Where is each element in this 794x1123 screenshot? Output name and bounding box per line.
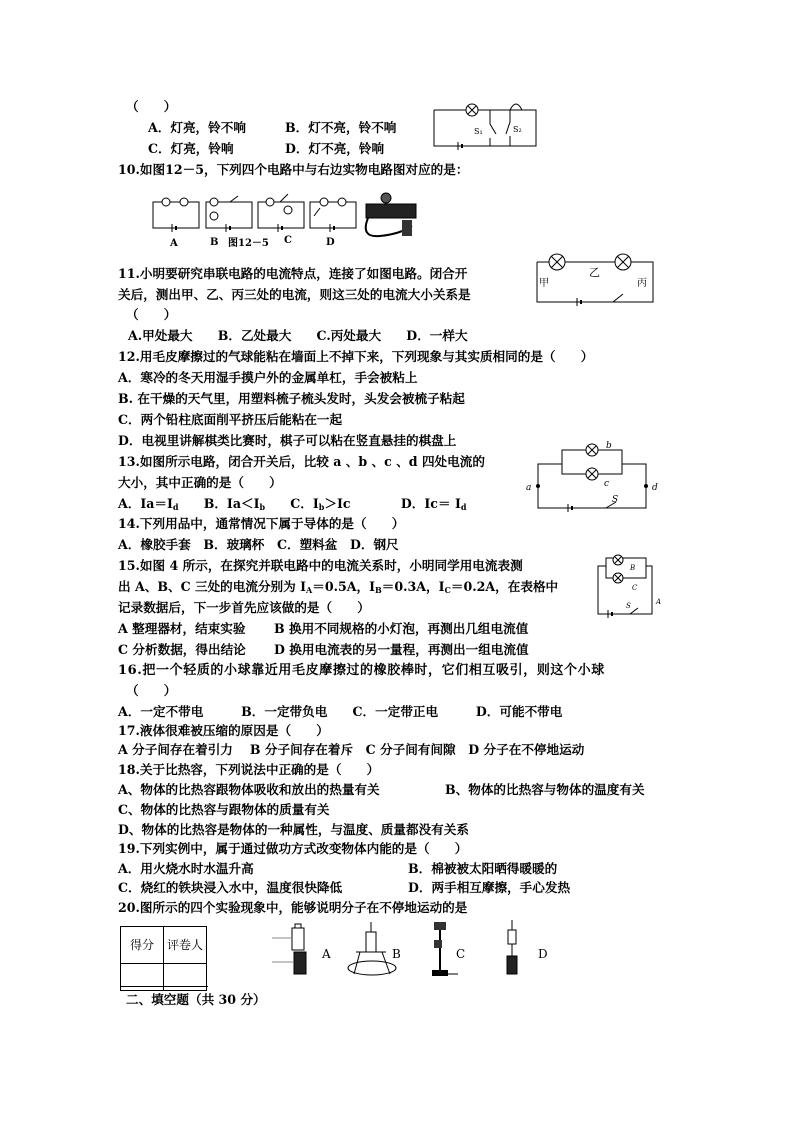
q15-fig-label-a: A: [656, 598, 662, 606]
q15-option-c: C 分析数据，得出结论: [118, 642, 246, 657]
q15-line3: 记录数据后，下一步首先应该做的是（ ）: [118, 600, 370, 615]
q20-label-a: A: [322, 947, 331, 961]
q20-label-b: B: [392, 947, 401, 961]
q9-option-a: A．灯亮，铃不响: [148, 120, 246, 135]
q14-options: A．橡胶手套 B．玻璃杯 C．塑料盆 D．钢尺: [118, 537, 399, 552]
q13-circuit-figure: [522, 440, 662, 516]
score-label: 得分: [121, 927, 164, 964]
q11-options: A.甲处最大 B．乙处最大 C.丙处最大 D．一样大: [128, 328, 468, 343]
q15-option-a: A 整理器材，结束实验: [118, 621, 246, 636]
q11-paren: （ ）: [126, 307, 177, 322]
q13-line2: 大小，其中正确的是（ ）: [118, 475, 282, 490]
q10-label-b: B: [210, 237, 219, 248]
q9-circuit-figure: [430, 98, 540, 154]
q18-option-d: D、物体的比热容是物体的一种属性，与温度、质量都没有关系: [118, 822, 469, 837]
q11-fig-label-bing: 丙: [637, 278, 647, 289]
q20-label-d: D: [538, 947, 548, 961]
q9-option-c: C．灯亮，铃响: [148, 141, 234, 156]
q12-option-a: A．寒冷的冬天用湿手摸户外的金属单杠，手会被粘上: [118, 370, 418, 385]
q12-option-d: D．电视里讲解棋类比赛时，棋子可以粘在竖直悬挂的棋盘上: [118, 433, 457, 448]
q20-label-c: C: [456, 947, 466, 961]
q16-paren: （ ）: [126, 683, 177, 698]
q13-line1: 13.如图所示电路，闭合开关后，比较 a 、b 、c 、d 四处电流的: [118, 454, 485, 469]
q15-option-d: D 换用电流表的另一量程，再测出一组电流值: [274, 642, 529, 657]
q19-option-b: B．棉被被太阳晒得暖暖的: [408, 861, 558, 876]
q16-options: A．一定不带电 B．一定带负电 C．一定带正电 D．可能不带电: [118, 704, 563, 719]
q18-option-c: C、物体的比热容与跟物体的质量有关: [118, 802, 330, 817]
q13-fig-label-d: d: [652, 483, 658, 493]
q9-fig-label-s1: S₁: [474, 127, 483, 136]
q9-paren: （ ）: [126, 99, 177, 114]
q15-line1: 15.如图 4 所示，在探究并联电路中的电流关系时，小明同学用电流表测: [118, 558, 523, 573]
score-table: [120, 926, 207, 991]
q10-caption: 图12－5: [228, 238, 269, 248]
q15-circuit-figure: [590, 552, 670, 624]
q10-label-a: A: [170, 238, 178, 248]
q13-fig-label-b: b: [606, 441, 612, 451]
q11-line1: 11.小明要研究串联电路的电流特点，连接了如图电路。闭合开: [118, 266, 468, 281]
q20-experiments-figure: [262, 918, 562, 984]
q18-stem: 18.关于比热容，下列说法中正确的是（ ）: [118, 762, 380, 777]
q11-line2: 关后，测出甲、乙、丙三处的电流，则这三处的电流大小关系是: [118, 287, 471, 302]
score-table-bottom-rule: [120, 986, 208, 987]
q11-fig-label-yi: 乙: [589, 266, 600, 279]
q13-fig-label-a: a: [526, 483, 532, 493]
q19-option-c: C．烧红的铁块浸入水中，温度很快降低: [118, 880, 343, 895]
q15-fig-label-b: B: [630, 564, 636, 572]
q10-label-c: C: [284, 235, 292, 246]
grader-label: 评卷人: [164, 927, 207, 964]
q15-option-b: B 换用不同规格的小灯泡，再测出几组电流值: [274, 621, 529, 636]
q12-stem: 12.用毛皮摩擦过的气球能粘在墙面上不掉下来，下列现象与其实质相同的是（ ）: [118, 349, 594, 364]
q10-circuits-figure: [150, 188, 420, 248]
q20-stem: 20.图所示的四个实验现象中，能够说明分子在不停地运动的是: [118, 900, 468, 915]
section-2-heading: 二、填空题（共 30 分）: [126, 992, 266, 1007]
q19-option-a: A．用火烧水时水温升高: [118, 861, 254, 876]
q9-option-d: D．灯不亮，铃响: [285, 141, 385, 156]
q19-stem: 19.下列实例中，属于通过做功方式改变物体内能的是（ ）: [118, 841, 468, 856]
q13-fig-label-c: c: [604, 479, 610, 489]
q19-option-d: D．两手相互摩擦，手心发热: [408, 880, 571, 895]
q9-option-b: B．灯不亮，铃不响: [285, 120, 397, 135]
q10-stem: 10.如图12－5，下列四个电路中与右边实物电路图对应的是：: [118, 162, 469, 177]
q15-fig-label-c: C: [632, 584, 638, 592]
q18-option-b: B、物体的比热容与物体的温度有关: [445, 782, 645, 797]
q11-circuit-figure: [533, 250, 657, 308]
q9-fig-label-s2: S₂: [513, 125, 522, 134]
q13-fig-label-s: S: [612, 495, 619, 505]
q10-label-d: D: [326, 237, 335, 248]
q12-option-c: C．两个铅柱底面削平挤压后能粘在一起: [118, 412, 343, 427]
q15-fig-label-s: S: [626, 602, 631, 610]
q13-option-a: A．$Ia=I_d$ B．$Ia<I_b$ C．$I_b>Ic$ D．$Ic= I_d$: [118, 496, 467, 512]
q14-stem: 14.下列用品中，通常情况下属于导体的是（ ）: [118, 516, 405, 531]
q17-stem: 17.液体很难被压缩的原因是（ ）: [118, 723, 329, 738]
q18-option-a: A、物体的比热容跟物体吸收和放出的热量有关: [118, 782, 380, 797]
q16-stem: 16.把一个轻质的小球靠近用毛皮摩擦过的橡胶棒时，它们相互吸引，则这个小球: [118, 663, 605, 678]
q15-line2: 出 A、B、C 三处的电流分别为 $I_A=0.5A$，$I_B=0.3A$，$I_C=0.2A$，在表格中: [118, 579, 559, 595]
q17-options: A 分子间存在着引力 B 分子间存在着斥 C 分子间有间隙 D 分子在不停地运动: [118, 742, 585, 757]
q12-option-b: B. 在干燥的天气里，用塑料梳子梳头发时，头发会被梳子粘起: [118, 391, 465, 406]
q11-fig-label-jia: 甲: [539, 278, 549, 289]
